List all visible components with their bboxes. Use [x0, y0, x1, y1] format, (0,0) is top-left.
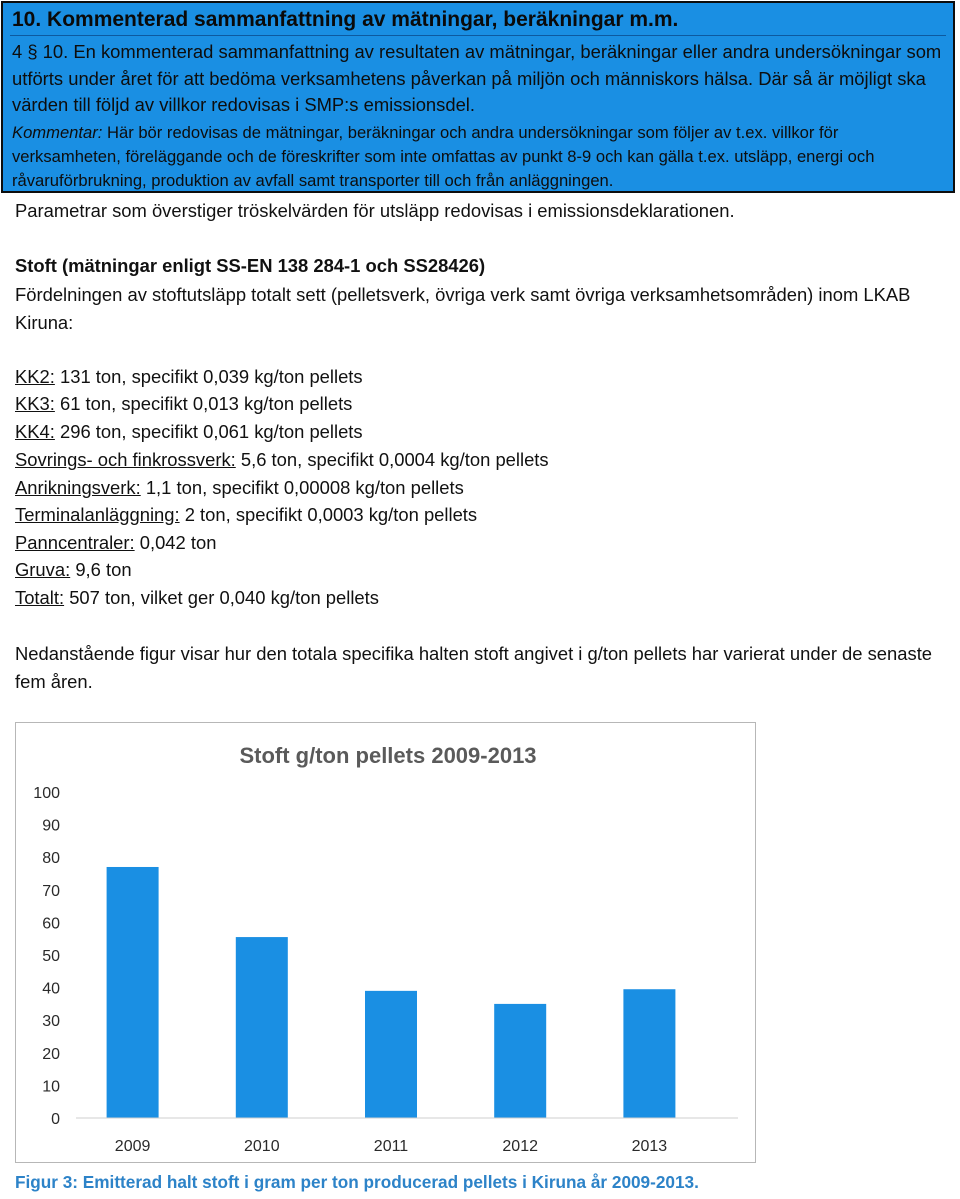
intro-line: Parametrar som överstiger tröskelvärden för utsläpp redovisas i emissionsdeklarationen. — [15, 200, 735, 221]
y-tick-label: 100 — [33, 785, 60, 802]
y-tick-label: 90 — [42, 817, 60, 835]
emission-label: KK4: — [15, 421, 55, 442]
comment-paragraph — [12, 121, 947, 193]
figure-caption: Figur 3: Emitterad halt stoft i gram per ton producerad pellets i Kiruna år 2009-2013. — [15, 1172, 699, 1192]
chart-title: Stoft g/ton pellets 2009-2013 — [239, 743, 537, 768]
y-tick-label: 60 — [42, 915, 60, 933]
x-tick-label: 2009 — [114, 1138, 151, 1155]
emission-value: 9,6 ton — [70, 559, 132, 580]
chart-bars — [107, 867, 676, 1118]
emission-value: 61 ton, specifikt 0,013 kg/ton pellets — [54, 393, 353, 414]
x-axis-labels — [115, 1138, 667, 1155]
stoft-heading: Stoft (mätningar enligt SS-EN 138 284-1 och SS28426) — [15, 255, 486, 276]
y-tick-label: 10 — [42, 1078, 60, 1096]
bar-2009 — [107, 867, 159, 1118]
emission-item-kk4 — [15, 418, 363, 445]
bar-2013 — [623, 989, 675, 1118]
emission-label: Totalt: — [15, 587, 65, 608]
bar-2012 — [494, 1004, 546, 1118]
x-tick-label: 2012 — [502, 1138, 538, 1155]
emission-item-totalt — [15, 584, 379, 611]
emission-value: 2 ton, specifikt 0,0003 kg/ton pellets — [179, 504, 478, 525]
emission-value: 0,042 ton — [134, 532, 217, 553]
emission-value: 131 ton, specifikt 0,039 kg/ton pellets — [54, 366, 363, 387]
emission-item-anrikning — [15, 474, 464, 501]
y-tick-label: 30 — [42, 1013, 60, 1031]
y-tick-label: 0 — [51, 1111, 60, 1128]
emission-value: 296 ton, specifikt 0,061 kg/ton pellets — [54, 421, 363, 442]
emission-item-sovring — [15, 446, 549, 473]
stoft-chart — [15, 722, 756, 1163]
emission-item-kk3 — [15, 390, 352, 417]
comment-label: Kommentar: — [12, 123, 103, 142]
emission-item-panncentraler — [15, 529, 216, 556]
x-tick-label: 2013 — [631, 1138, 668, 1155]
y-tick-label: 50 — [42, 948, 60, 965]
x-tick-label: 2010 — [244, 1138, 280, 1155]
emission-label: Anrikningsverk: — [15, 477, 141, 498]
emission-label: Sovrings- och finkrossverk: — [15, 449, 236, 470]
y-tick-label: 80 — [42, 850, 60, 868]
y-axis-labels — [33, 785, 60, 1128]
emission-value: 5,6 ton, specifikt 0,0004 kg/ton pellets — [235, 449, 549, 470]
chart-svg — [16, 723, 755, 1162]
comment-text: Här bör redovisas de mätningar, beräkningar och andra undersökningar som följer av t.ex. villkor för verksamheten, föreläggande och de föreskrifter som inte omfattas av punkt 8-9 och kan gälla t.ex. utsläpp, energi och råvaruförbrukning, produktion av avfall samt transporter till och från anläggningen. — [12, 123, 875, 190]
bar-2011 — [365, 991, 417, 1118]
y-tick-label: 70 — [42, 882, 60, 900]
x-tick-label: 2011 — [373, 1138, 409, 1155]
emission-value: 507 ton, vilket ger 0,040 kg/ton pellets — [64, 587, 379, 608]
y-tick-label: 40 — [42, 980, 60, 998]
requirement-box — [1, 1, 955, 193]
emission-item-gruva — [15, 556, 132, 583]
emission-label: Terminalanläggning: — [15, 504, 180, 525]
emission-label: KK2: — [15, 366, 55, 387]
stoft-description: Fördelningen av stoftutsläpp totalt sett (pelletsverk, övriga verk samt övriga verksamhetsområden) inom LKAB Kiruna: — [15, 284, 911, 333]
emission-item-kk2 — [15, 363, 363, 390]
emission-label: KK3: — [15, 393, 55, 414]
emission-value: 1,1 ton, specifikt 0,00008 kg/ton pellets — [140, 477, 464, 498]
heading-divider — [10, 35, 946, 36]
requirement-paragraph: 4 § 10. En kommenterad sammanfattning av resultaten av mätningar, beräkningar eller andra undersökningar som utförts under året för att bedöma verksamhetens påverkan på miljön och människors hälsa. Där så är möjligt ska värden till följd av villkor redovisas i SMP:s emissionsdel. — [12, 41, 942, 115]
section-heading: 10. Kommenterad sammanfattning av mätningar, beräkningar m.m. — [12, 8, 679, 31]
emission-item-terminal — [15, 501, 477, 528]
figure-intro: Nedanstående figur visar hur den totala specifika halten stoft angivet i g/ton pellets har varierat under de senaste fem åren. — [15, 643, 933, 692]
emission-label: Gruva: — [15, 559, 71, 580]
bar-2010 — [236, 937, 288, 1118]
emission-label: Panncentraler: — [15, 532, 135, 553]
y-tick-label: 20 — [42, 1045, 60, 1063]
